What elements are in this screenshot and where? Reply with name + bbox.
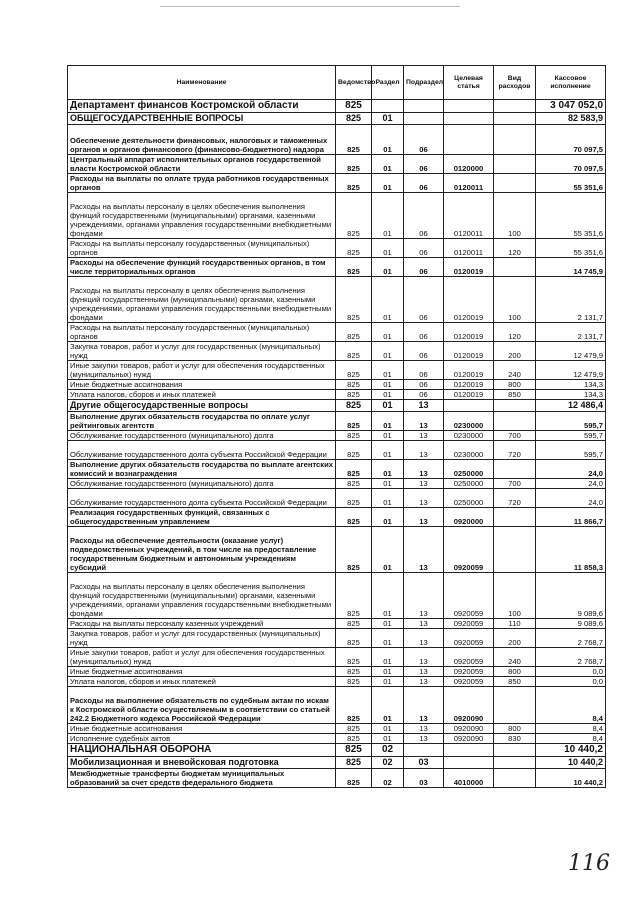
cell-dept: 825 [336,277,372,323]
cell-dept: 825 [336,724,372,734]
cell-amount: 2 768,7 [536,629,606,648]
cell-dept: 825 [336,431,372,441]
cell-name: Реализация государственных функций, связанных с общегосударственным управлением [68,508,336,527]
cell-exptype: 240 [494,361,536,380]
cell-amount: 9 089,6 [536,619,606,629]
cell-exptype: 720 [494,489,536,508]
table-row [68,677,606,687]
cell-target: 0920059 [444,619,494,629]
cell-dept: 825 [336,460,372,479]
cell-target: 0230000 [444,412,494,431]
cell-target: 0120019 [444,380,494,390]
cell-dept: 825 [336,744,372,757]
cell-name: НАЦИОНАЛЬНАЯ ОБОРОНА [68,744,336,757]
cell-subsection: 03 [404,769,444,788]
cell-amount: 9 089,6 [536,573,606,619]
cell-section: 01 [372,258,404,277]
cell-section: 01 [372,277,404,323]
cell-subsection: 06 [404,361,444,380]
cell-exptype: 100 [494,193,536,239]
cell-subsection: 13 [404,431,444,441]
cell-name: Закупка товаров, работ и услуг для государственных (муниципальных) нужд [68,342,336,361]
cell-section: 01 [372,687,404,724]
table-row [68,400,606,412]
cell-dept: 825 [336,687,372,724]
cell-exptype [494,113,536,125]
table-row [68,479,606,489]
cell-subsection: 13 [404,677,444,687]
cell-subsection: 06 [404,323,444,342]
cell-amount: 11 858,3 [536,527,606,573]
cell-name: Расходы на выплаты персоналу государственных (муниципальных) органов [68,239,336,258]
cell-target: 0250000 [444,489,494,508]
cell-dept: 825 [336,479,372,489]
cell-subsection: 13 [404,412,444,431]
table-row [68,769,606,788]
cell-amount: 82 583,9 [536,113,606,125]
cell-target [444,757,494,769]
table-row [68,390,606,400]
cell-exptype: 800 [494,380,536,390]
cell-name: Департамент финансов Костромской области [68,100,336,113]
page-number: 116 [568,851,610,876]
table-row [68,744,606,757]
cell-amount: 14 745,9 [536,258,606,277]
cell-amount: 8,4 [536,687,606,724]
cell-target: 0920090 [444,687,494,724]
cell-exptype [494,769,536,788]
cell-section: 01 [372,734,404,744]
cell-amount: 2 768,7 [536,648,606,667]
cell-amount: 2 131,7 [536,323,606,342]
cell-target: 0920059 [444,677,494,687]
header-dept: Ведомство [336,66,372,100]
cell-subsection: 13 [404,687,444,724]
cell-name: Расходы на выплаты по оплате труда работников государственных органов [68,174,336,193]
cell-exptype [494,155,536,174]
cell-amount: 2 131,7 [536,277,606,323]
table-row [68,757,606,769]
cell-name: Расходы на обеспечение функций государственных органов, в том числе территориальных органов [68,258,336,277]
cell-target: 0920059 [444,573,494,619]
cell-dept: 825 [336,677,372,687]
cell-target [444,113,494,125]
cell-subsection: 13 [404,573,444,619]
budget-execution-table [67,65,606,788]
cell-exptype: 200 [494,629,536,648]
cell-dept: 825 [336,757,372,769]
cell-name: Расходы на обеспечение деятельности (оказание услуг) подведомственных учреждений, в том числе на предоставление государственным бюджетным и автономным учреждениям субсидий [68,527,336,573]
cell-subsection: 06 [404,174,444,193]
table-row [68,113,606,125]
cell-section: 01 [372,508,404,527]
table-row [68,239,606,258]
table-row [68,361,606,380]
cell-name: Обслуживание государственного долга субъекта Российской Федерации [68,489,336,508]
cell-subsection: 06 [404,125,444,155]
cell-target [444,100,494,113]
cell-name: Исполнение судебных актов [68,734,336,744]
cell-target: 0120011 [444,193,494,239]
cell-subsection: 06 [404,193,444,239]
cell-amount: 55 351,6 [536,193,606,239]
cell-dept: 825 [336,412,372,431]
cell-dept: 825 [336,113,372,125]
cell-name: Выполнение других обязательств государства по выплате агентских комиссий и вознаграждения [68,460,336,479]
cell-name: Межбюджетные трансферты бюджетам муниципальных образований за счет средств федерального бюджета [68,769,336,788]
cell-section: 02 [372,757,404,769]
cell-name: Иные закупки товаров, работ и услуг для обеспечения государственных (муниципальных) нужд [68,361,336,380]
cell-dept: 825 [336,489,372,508]
cell-section: 01 [372,380,404,390]
cell-section: 01 [372,724,404,734]
cell-target: 0920090 [444,734,494,744]
cell-amount: 10 440,2 [536,757,606,769]
cell-target: 4010000 [444,769,494,788]
cell-name: Расходы на выплаты персоналу государственных (муниципальных) органов [68,323,336,342]
cell-dept: 825 [336,648,372,667]
cell-amount: 11 866,7 [536,508,606,527]
cell-name: Обеспечение деятельности финансовых, налоговых и таможенных органов и органов финансового (финансово-бюджетного) надзора [68,125,336,155]
cell-exptype: 720 [494,441,536,460]
cell-name: ОБЩЕГОСУДАРСТВЕННЫЕ ВОПРОСЫ [68,113,336,125]
cell-target: 0230000 [444,431,494,441]
cell-section [372,100,404,113]
table-row [68,323,606,342]
cell-exptype: 100 [494,573,536,619]
cell-subsection: 13 [404,460,444,479]
cell-name: Уплата налогов, сборов и иных платежей [68,677,336,687]
cell-name: Расходы на выполнение обязательств по судебным актам по искам к Костромской области осуществляемым в соответствии со статьей 242.2 Бюджетного кодекса Российской Федерации [68,687,336,724]
cell-subsection: 06 [404,155,444,174]
table-row [68,527,606,573]
cell-subsection: 13 [404,479,444,489]
cell-amount: 134,3 [536,380,606,390]
cell-exptype: 850 [494,677,536,687]
cell-subsection: 13 [404,734,444,744]
cell-amount: 595,7 [536,412,606,431]
cell-section: 01 [372,479,404,489]
cell-amount: 8,4 [536,734,606,744]
cell-name: Расходы на выплаты персоналу казенных учреждений [68,619,336,629]
header-subsection: Подраздел [404,66,444,100]
cell-amount: 0,0 [536,667,606,677]
cell-target: 0920059 [444,648,494,667]
cell-target: 0120019 [444,258,494,277]
cell-amount: 70 097,5 [536,155,606,174]
cell-section: 01 [372,431,404,441]
table-row [68,667,606,677]
cell-exptype [494,258,536,277]
cell-section: 01 [372,113,404,125]
cell-target: 0120011 [444,174,494,193]
cell-dept: 825 [336,342,372,361]
cell-exptype: 700 [494,479,536,489]
cell-section: 01 [372,125,404,155]
cell-subsection: 13 [404,441,444,460]
cell-dept: 825 [336,361,372,380]
table-row [68,431,606,441]
cell-amount: 24,0 [536,489,606,508]
cell-exptype: 700 [494,431,536,441]
cell-subsection: 13 [404,667,444,677]
cell-name: Обслуживание государственного (муниципального) долга [68,431,336,441]
cell-section: 01 [372,155,404,174]
cell-amount: 595,7 [536,441,606,460]
cell-exptype: 240 [494,648,536,667]
cell-exptype [494,527,536,573]
cell-target: 0120000 [444,155,494,174]
cell-subsection: 06 [404,239,444,258]
cell-exptype [494,412,536,431]
cell-target: 0120019 [444,342,494,361]
cell-dept: 825 [336,125,372,155]
table-row [68,734,606,744]
cell-section: 01 [372,629,404,648]
cell-section: 01 [372,527,404,573]
cell-target: 0230000 [444,441,494,460]
cell-amount: 0,0 [536,677,606,687]
cell-target [444,744,494,757]
table-row [68,687,606,724]
table-row [68,648,606,667]
cell-section: 02 [372,769,404,788]
cell-amount: 10 440,2 [536,744,606,757]
table-row [68,277,606,323]
table-row [68,155,606,174]
cell-subsection [404,744,444,757]
cell-dept: 825 [336,155,372,174]
cell-amount: 12 479,9 [536,342,606,361]
cell-dept: 825 [336,258,372,277]
table-row [68,412,606,431]
cell-target: 0120019 [444,361,494,380]
cell-exptype: 800 [494,667,536,677]
cell-name: Другие общегосударственные вопросы [68,400,336,412]
cell-exptype [494,400,536,412]
cell-name: Иные бюджетные ассигнования [68,667,336,677]
table-row [68,489,606,508]
cell-amount: 3 047 052,0 [536,100,606,113]
header-name: Наименование [68,66,336,100]
cell-dept: 825 [336,380,372,390]
cell-name: Обслуживание государственного (муниципального) долга [68,479,336,489]
table-row [68,629,606,648]
table-row [68,460,606,479]
header-amount: Кассовое исполнение [536,66,606,100]
cell-amount: 10 440,2 [536,769,606,788]
cell-name: Мобилизационная и вневойсковая подготовка [68,757,336,769]
cell-exptype [494,687,536,724]
cell-exptype [494,100,536,113]
cell-name: Расходы на выплаты персоналу в целях обеспечения выполнения функций государственными (муниципальными) органами, казенными учреждениями, органами управления государственными внебюджетными фондами [68,193,336,239]
cell-target: 0250000 [444,479,494,489]
cell-dept: 825 [336,769,372,788]
cell-subsection: 13 [404,527,444,573]
cell-amount: 8,4 [536,724,606,734]
cell-exptype [494,125,536,155]
cell-section: 01 [372,412,404,431]
cell-amount: 134,3 [536,390,606,400]
cell-section: 01 [372,400,404,412]
cell-exptype: 850 [494,390,536,400]
cell-exptype [494,460,536,479]
cell-amount: 12 486,4 [536,400,606,412]
cell-subsection: 13 [404,648,444,667]
cell-name: Расходы на выплаты персоналу в целях обеспечения выполнения функций государственными (муниципальными) органами, казенными учреждениями, органами управления государственными внебюджетными фондами [68,573,336,619]
header-exptype: Вид расходов [494,66,536,100]
cell-exptype [494,174,536,193]
cell-subsection: 13 [404,489,444,508]
cell-section: 01 [372,323,404,342]
cell-target: 0120011 [444,239,494,258]
cell-dept: 825 [336,441,372,460]
cell-section: 01 [372,174,404,193]
cell-exptype [494,757,536,769]
cell-section: 01 [372,619,404,629]
cell-subsection [404,113,444,125]
cell-subsection: 13 [404,629,444,648]
cell-name: Закупка товаров, работ и услуг для государственных (муниципальных) нужд [68,629,336,648]
table-row [68,724,606,734]
table-row [68,380,606,390]
cell-amount: 24,0 [536,460,606,479]
table-row [68,573,606,619]
cell-dept: 825 [336,323,372,342]
cell-target: 0920059 [444,527,494,573]
cell-subsection: 06 [404,277,444,323]
cell-dept: 825 [336,239,372,258]
table-row [68,619,606,629]
cell-dept: 825 [336,390,372,400]
cell-target: 0920090 [444,724,494,734]
cell-dept: 825 [336,508,372,527]
table-row [68,441,606,460]
cell-dept: 825 [336,400,372,412]
table-row [68,258,606,277]
cell-dept: 825 [336,629,372,648]
cell-subsection: 06 [404,258,444,277]
cell-name: Иные закупки товаров, работ и услуг для обеспечения государственных (муниципальных) нужд [68,648,336,667]
cell-target: 0920059 [444,629,494,648]
cell-target: 0920059 [444,667,494,677]
cell-dept: 825 [336,573,372,619]
cell-subsection: 06 [404,390,444,400]
cell-section: 01 [372,193,404,239]
cell-exptype: 120 [494,239,536,258]
cell-subsection: 13 [404,508,444,527]
cell-amount: 55 351,6 [536,239,606,258]
table-row [68,193,606,239]
cell-dept: 825 [336,734,372,744]
cell-name: Центральный аппарат исполнительных органов государственной власти Костромской области [68,155,336,174]
cell-target [444,125,494,155]
cell-amount: 595,7 [536,431,606,441]
cell-dept: 825 [336,527,372,573]
cell-target: 0120019 [444,323,494,342]
cell-dept: 825 [336,174,372,193]
cell-section: 01 [372,573,404,619]
cell-section: 01 [372,648,404,667]
cell-exptype: 110 [494,619,536,629]
cell-section: 01 [372,667,404,677]
cell-exptype: 200 [494,342,536,361]
cell-section: 01 [372,342,404,361]
cell-target: 0120019 [444,390,494,400]
cell-exptype [494,744,536,757]
cell-section: 01 [372,677,404,687]
header-section: Раздел [372,66,404,100]
cell-target [444,400,494,412]
cell-target: 0120019 [444,277,494,323]
cell-name: Иные бюджетные ассигнования [68,724,336,734]
header-target: Целевая статья [444,66,494,100]
cell-section: 01 [372,390,404,400]
cell-dept: 825 [336,100,372,113]
cell-section: 01 [372,460,404,479]
cell-subsection: 06 [404,342,444,361]
cell-target: 0250000 [444,460,494,479]
table-row [68,174,606,193]
cell-name: Уплата налогов, сборов и иных платежей [68,390,336,400]
cell-name: Расходы на выплаты персоналу в целях обеспечения выполнения функций государственными (муниципальными) органами, казенными учреждениями, органами управления государственными внебюджетными фондами [68,277,336,323]
cell-dept: 825 [336,667,372,677]
cell-subsection: 03 [404,757,444,769]
cell-exptype: 120 [494,323,536,342]
top-edge-line [160,6,460,7]
cell-section: 01 [372,361,404,380]
cell-exptype: 800 [494,724,536,734]
cell-name: Выполнение других обязательств государства по оплате услуг рейтинговых агентств [68,412,336,431]
cell-section: 01 [372,489,404,508]
cell-subsection: 13 [404,619,444,629]
budget-table-container [67,65,605,788]
cell-name: Иные бюджетные ассигнования [68,380,336,390]
cell-exptype [494,508,536,527]
table-header-row [68,66,606,100]
cell-exptype: 830 [494,734,536,744]
cell-exptype: 100 [494,277,536,323]
cell-target: 0920000 [444,508,494,527]
cell-name: Обслуживание государственного долга субъекта Российской Федерации [68,441,336,460]
table-row [68,125,606,155]
cell-amount: 24,0 [536,479,606,489]
cell-section: 02 [372,744,404,757]
table-row [68,100,606,113]
cell-section: 01 [372,441,404,460]
cell-amount: 55 351,6 [536,174,606,193]
cell-subsection: 13 [404,400,444,412]
cell-subsection: 13 [404,724,444,734]
table-row [68,508,606,527]
cell-amount: 70 097,5 [536,125,606,155]
cell-dept: 825 [336,193,372,239]
table-row [68,342,606,361]
cell-subsection [404,100,444,113]
cell-dept: 825 [336,619,372,629]
cell-amount: 12 479,9 [536,361,606,380]
cell-subsection: 06 [404,380,444,390]
cell-section: 01 [372,239,404,258]
